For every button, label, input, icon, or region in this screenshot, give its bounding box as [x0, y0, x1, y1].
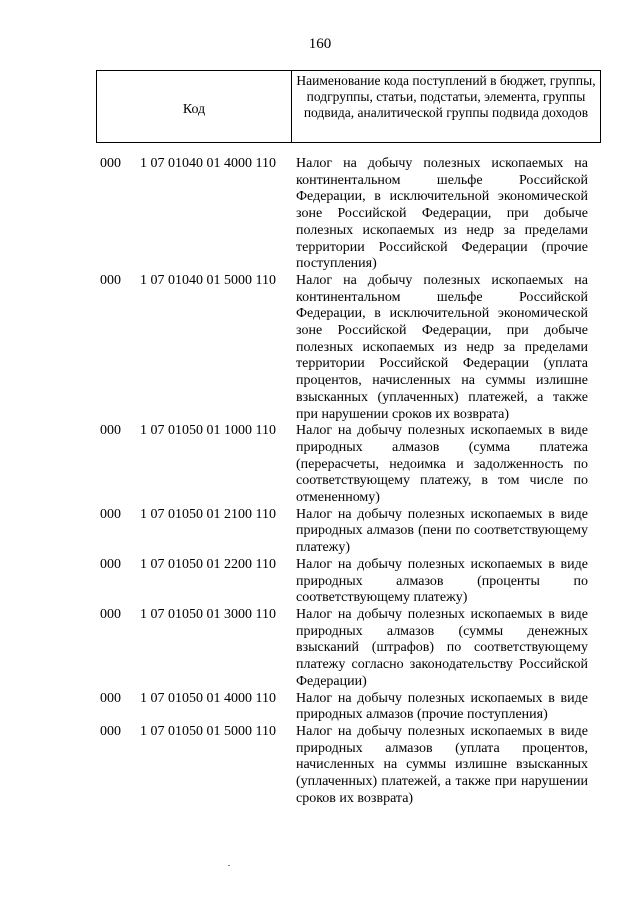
admin-code: 000	[100, 723, 121, 739]
table-row	[0, 724, 640, 808]
admin-code: 000	[100, 506, 121, 522]
column-header-code: Код	[97, 71, 292, 142]
income-codes-list	[0, 156, 640, 807]
admin-code: 000	[100, 690, 121, 706]
table-row	[0, 423, 640, 507]
table-row	[0, 273, 640, 423]
income-description: Налог на добычу полезных ископаемых на континентальном шельфе Российской Федерации, в исключительной экономической зоне Российской Федерации, при добыче полезных ископаемых из недр за пределами территории Российской Федерации (прочие поступления)	[296, 156, 588, 272]
table-row	[0, 507, 640, 557]
income-description: Налог на добычу полезных ископаемых в виде природных алмазов (прочие поступления)	[296, 690, 588, 723]
admin-code: 000	[100, 272, 121, 288]
income-description: Налог на добычу полезных ископаемых в виде природных алмазов (пени по соответствующему платежу)	[296, 506, 588, 556]
admin-code: 000	[100, 556, 121, 572]
admin-code: 000	[100, 423, 121, 439]
income-description: Налог на добычу полезных ископаемых в виде природных алмазов (сумма платежа (перерасчеты, недоимка и задолженность по соответствующему платежу, в том числе по отмененному)	[296, 423, 588, 506]
income-code: 1 07 01050 01 2100 110	[140, 506, 276, 522]
income-code: 1 07 01050 01 3000 110	[140, 606, 276, 622]
income-description: Налог на добычу полезных ископаемых в виде природных алмазов (суммы денежных взысканий (штрафов) по соответствующему платежу согласно законодательству Российской Федерации)	[296, 606, 588, 689]
column-header-name: Наименование кода поступлений в бюджет, группы, подгруппы, статьи, подстатьи, элемента, группы подвида, аналитической группы подвида доходов	[296, 73, 596, 120]
income-code: 1 07 01050 01 1000 110	[140, 423, 276, 439]
table-row	[0, 691, 640, 724]
income-code: 1 07 01050 01 2200 110	[140, 556, 276, 572]
income-description: Налог на добычу полезных ископаемых в виде природных алмазов (проценты по соответствующему платежу)	[296, 556, 588, 606]
income-code: 1 07 01040 01 5000 110	[140, 272, 276, 288]
income-code: 1 07 01040 01 4000 110	[140, 156, 276, 171]
table-header	[96, 70, 601, 143]
income-code: 1 07 01050 01 4000 110	[140, 690, 276, 706]
admin-code: 000	[100, 606, 121, 622]
admin-code: 000	[100, 156, 121, 171]
income-description: Налог на добычу полезных ископаемых в виде природных алмазов (уплата процентов, начисленных на суммы излишне взысканных (уплаченных) платежей, а также при нарушении сроков их возврата)	[296, 723, 588, 806]
table-row	[0, 607, 640, 691]
scan-speck	[228, 865, 230, 866]
income-code: 1 07 01050 01 5000 110	[140, 723, 276, 739]
page-number: 160	[308, 36, 332, 52]
table-row	[0, 557, 640, 607]
table-row	[0, 156, 640, 273]
income-description: Налог на добычу полезных ископаемых на континентальном шельфе Российской Федерации, в исключительной экономической зоне Российской Федерации, при добыче полезных ископаемых из недр за пределами территории Российской Федерации (уплата процентов, начисленных на суммы излишне взысканных (уплаченных) платежей, а также при нарушении сроков их возврата)	[296, 272, 588, 422]
